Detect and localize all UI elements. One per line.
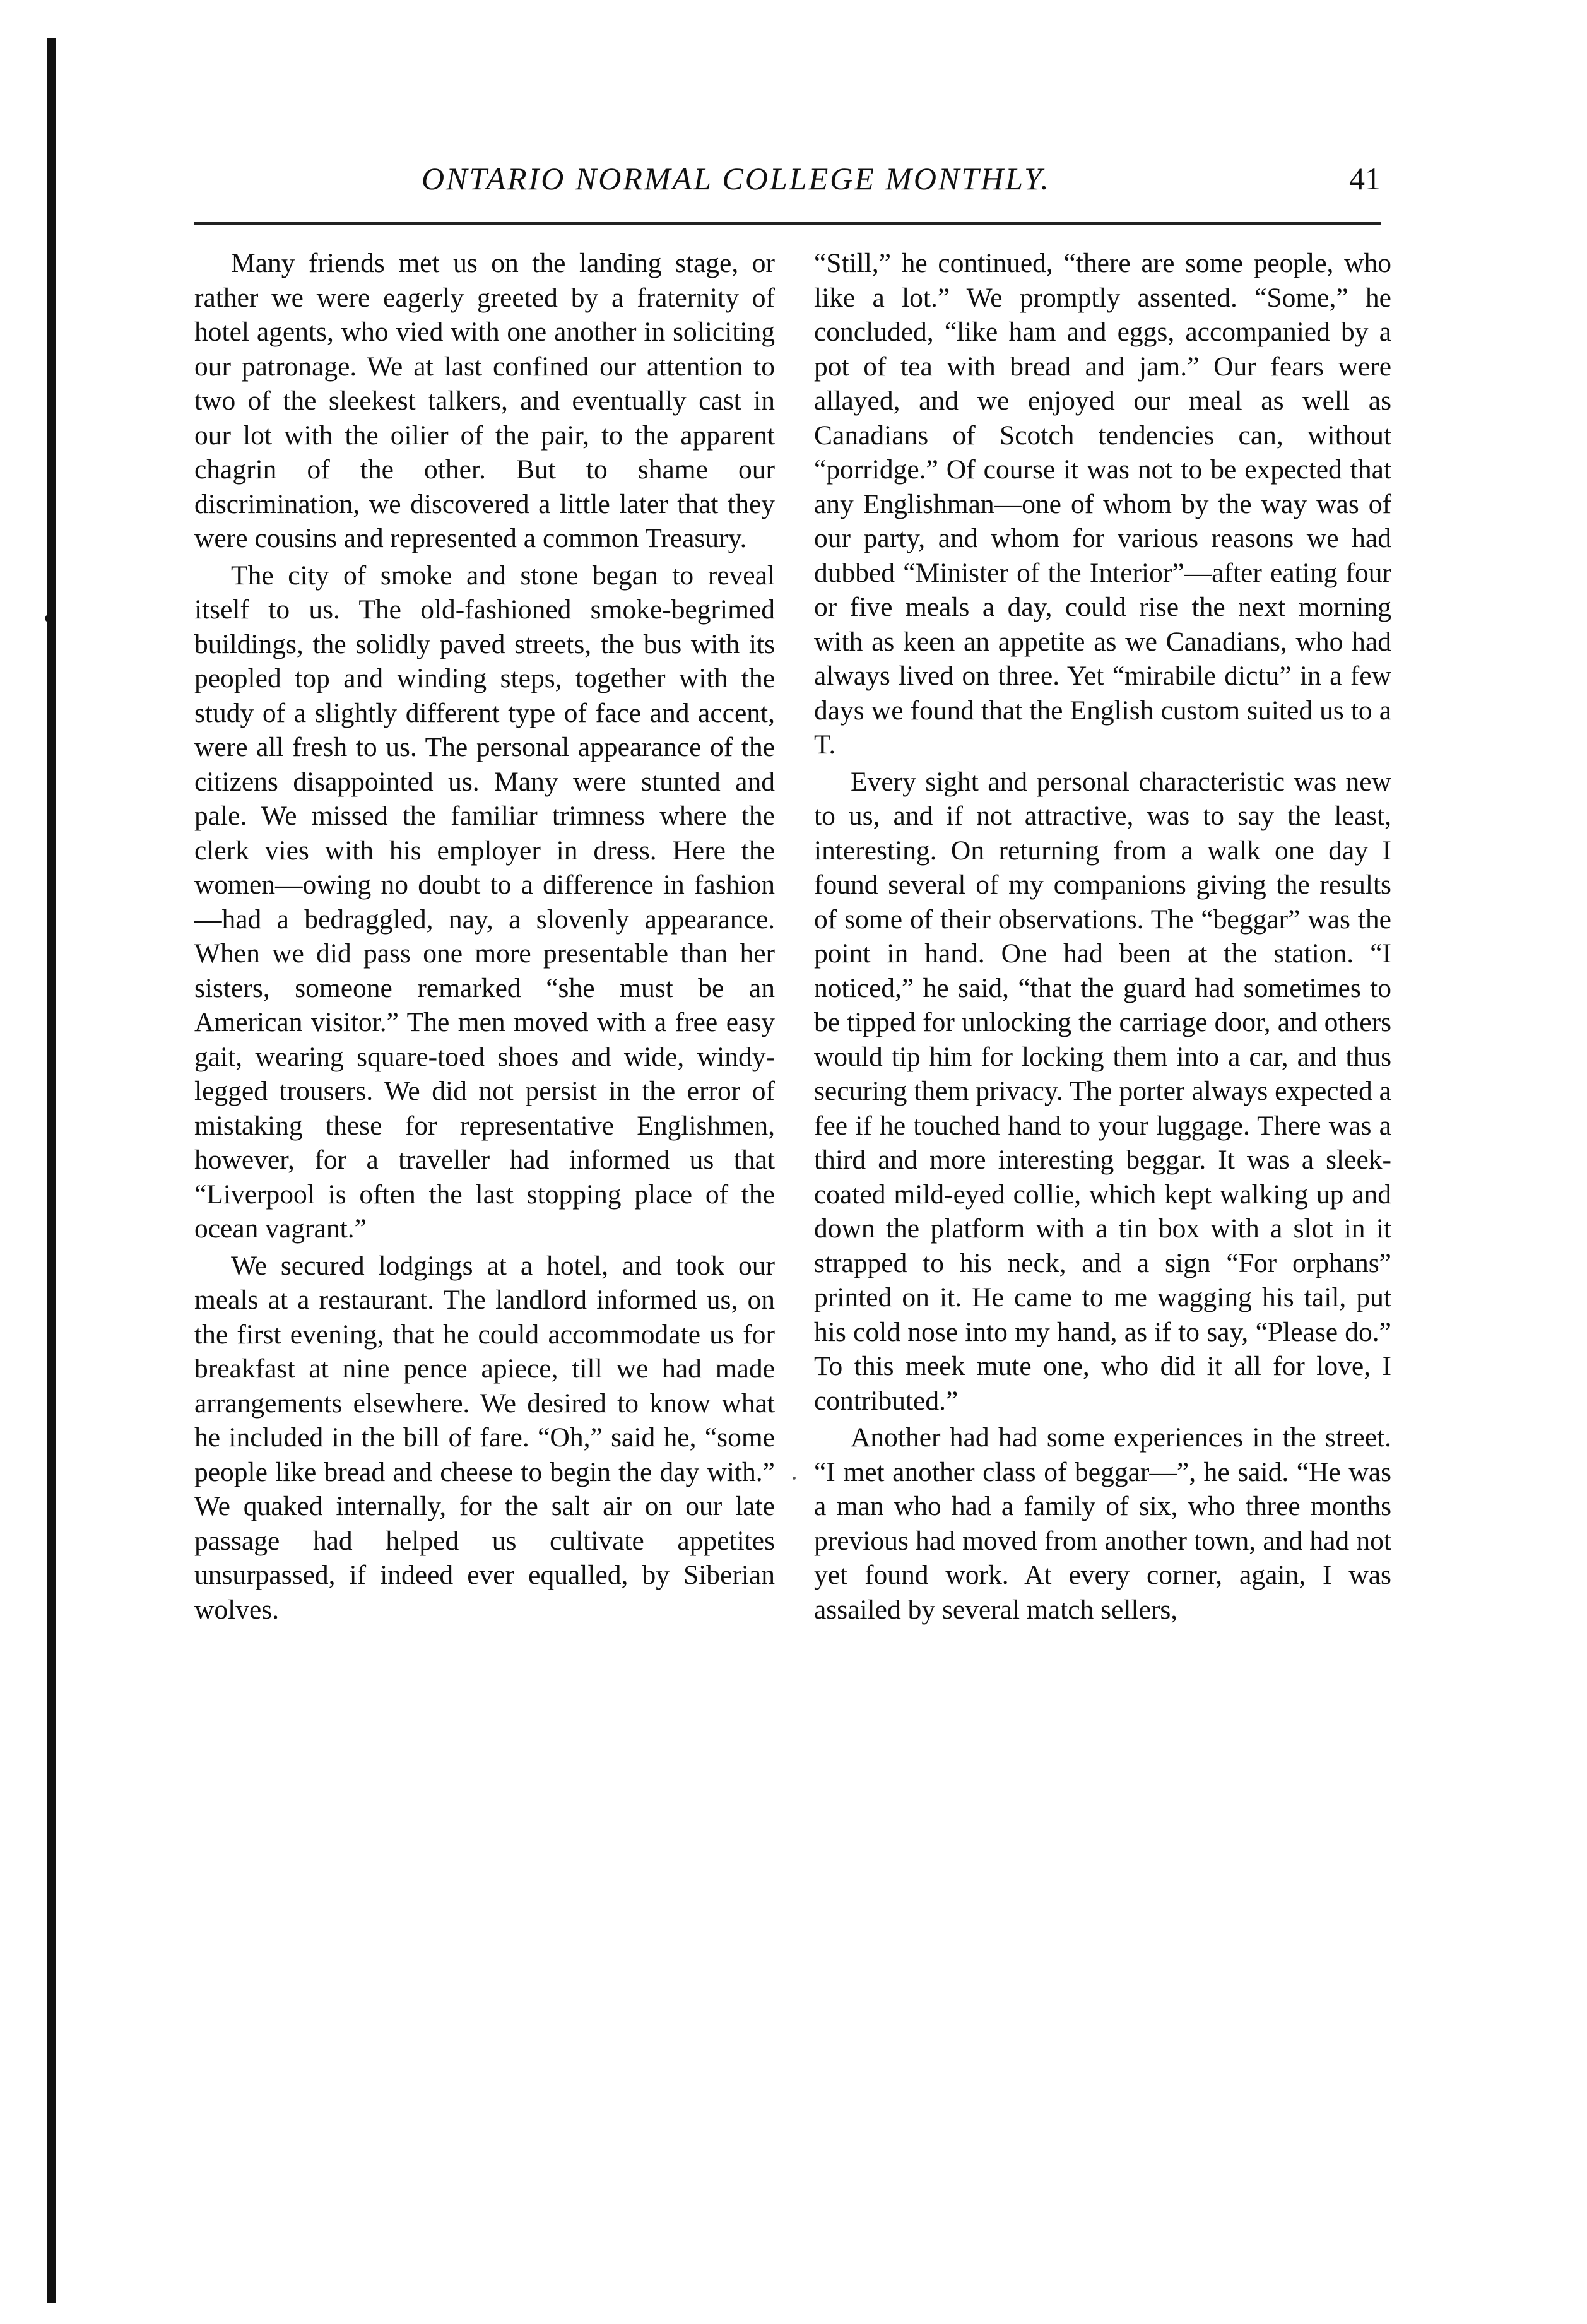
paragraph-continued: “Still,” he continued, “there are some people, who like a lot.” We promptly assented. “Some,” he concluded, “like ham and eggs, accompanied by a pot of tea with bread and jam.” Our fears were allayed, and we enjoyed our meal as well as Canadians of Scotch tendencies can, without “porridge.” Of course it was not to be expected that any Englishman—one of whom by the way was of our party, and whom for various reasons we had dubbed “Minister of the Interior”—after eating four or five meals a day, could rise the next morning with as keen an appetite as we Canadians, who had always lived on three. Yet “mirabile dictu” in a few days we found that the English custom suited us to a T. [814,248,1391,760]
left-column [194,246,775,1627]
right-column [814,246,1391,1627]
paragraph: Many friends met us on the landing stage, or rather we were eagerly greeted by a fraternity of hotel agents, who vied with one another in soliciting our patronage. We at last confined our attention to two of the sleekest talkers, and eventually cast in our lot with the oilier of the pair, to the apparent chagrin of the other. But to shame our discrimination, we discovered a little later that they were cousins and represented a common Treasury. [194,248,775,553]
paragraph: The city of smoke and stone began to reveal itself to us. The old-fashioned smoke-begrimed buildings, the solidly paved streets, the bus with its peopled top and winding steps, together with the study of a slightly different type of face and accent, were all fresh to us. The personal appearance of the citizens disappointed us. Many were stunted and pale. We missed the familiar trimness where the clerk vies with his employer in dress. Here the women—owing no doubt to a difference in fashion—had a bedraggled, nay, a slovenly appearance. When we did pass one more presentable than her sisters, someone remarked “she must be an American visitor.” The men moved with a free easy gait, wearing square-toed shoes and wide, windy-legged trousers. We did not persist in the error of mistaking these for representative Englishmen, however, for a traveller had informed us that “Liverpool is often the last stopping place of the ocean vagrant.” [194,560,775,1244]
paragraph: We secured lodgings at a hotel, and took our meals at a restaurant. The landlord informed us, on the first evening, that he could accommodate us for breakfast at nine pence apiece, till we had made arrangements elsewhere. We desired to know what he included in the bill of fare. “Oh,” said he, “some people like bread and cheese to begin the day with.” We quaked internally, for the salt air on our late passage had helped us cultivate appetites unsurpassed, if indeed ever equalled, by Siberian wolves. [194,1250,775,1625]
paragraph: Every sight and personal characteristic was new to us, and if not attractive, was to say the least, interesting. On returning from a walk one day I found several of my companions giving the results of some of their observations. The “beggar” was the point in hand. One had been at the station. “I noticed,” he said, “that the guard had sometimes to be tipped for unlocking the carriage door, and others would tip him for locking them into a car, and thus securing them privacy. The porter always expected a fee if he touched hand to your luggage. There was a third and more interesting beggar. It was a sleek-coated mild-eyed collie, which kept walking up and down the platform with a tin box with a slot in it strapped to his neck, and a sign “For orphans” printed on it. He came to me wagging his tail, put his cold nose into my hand, as if to say, “Please do.” To this meek mute one, who did it all for love, I contributed.” [814,766,1391,1416]
page-number: 41 [1349,161,1381,196]
header-rule [194,222,1381,225]
gutter-mark [793,1477,796,1480]
paragraph: Another had had some experiences in the street. “I met another class of beggar—”, he said. “He was a man who had a family of six, who three months previous had moved from another town, and had not yet found work. At every corner, again, I was assailed by several match sellers, [814,1422,1391,1625]
page-header [194,156,1381,213]
binding-rule [47,38,56,2303]
binding-mark [45,615,50,622]
running-title: ONTARIO NORMAL COLLEGE MONTHLY. [422,161,1051,196]
